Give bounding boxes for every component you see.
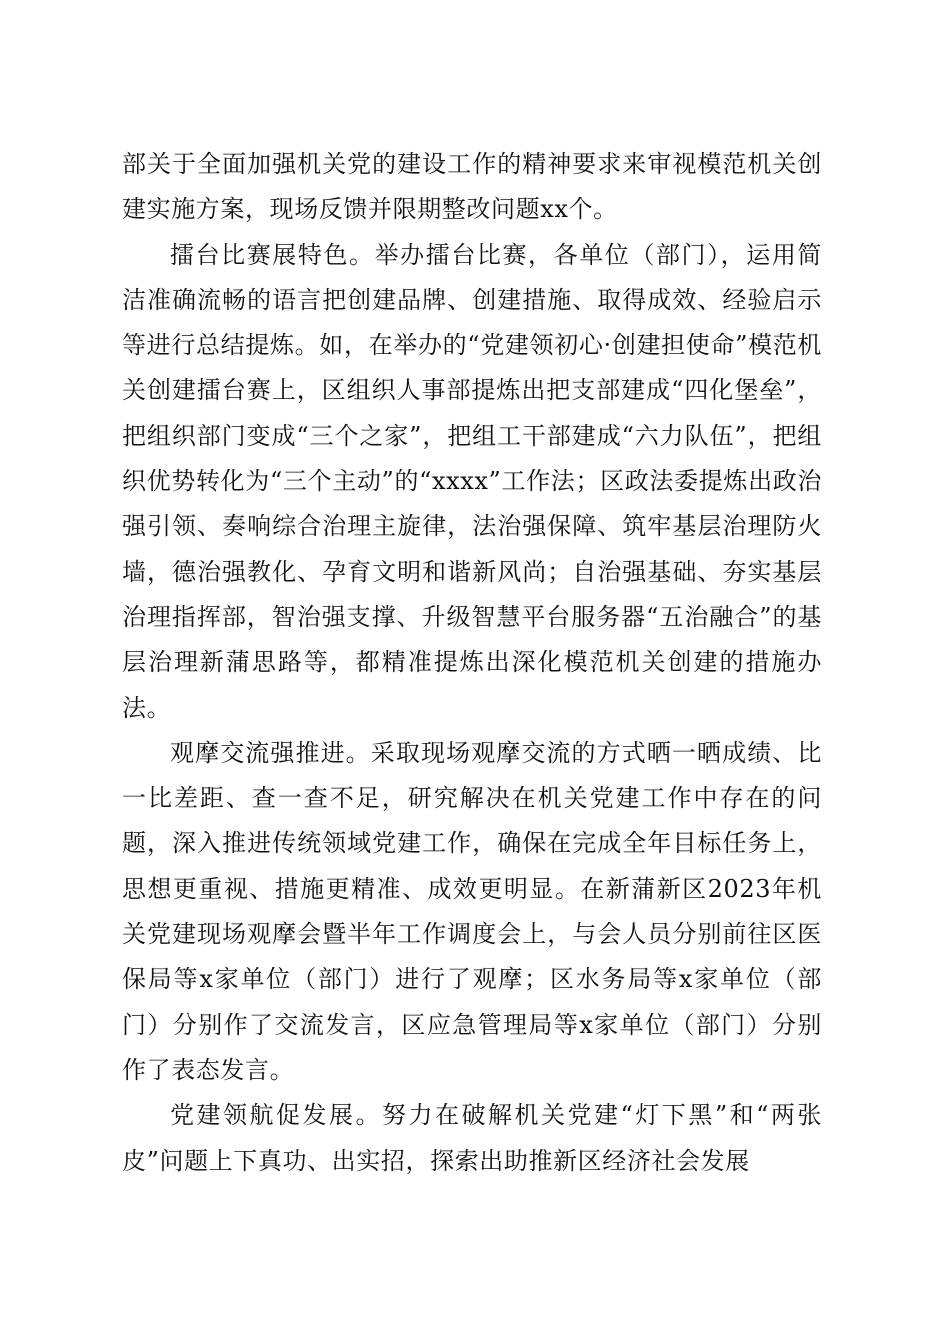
- paragraph-party-building-leads: 党建领航促发展。努力在破解机关党建“灯下黑”和“两张皮”问题上下真功、出实招，探索出助推新区经济社会发展: [122, 1101, 822, 1175]
- paragraph-observation-exchange: 观摩交流强推进。采取现场观摩交流的方式晒一晒成绩、比一比差距、查一查不足，研究解决在机关党建工作中存在的问题，深入推进传统领域党建工作，确保在完成全年目标任务上，思想更重视、措施更精准、成效更明显。在新蒲新区2023年机关党建现场观摩会暨半年工作调度会上，与会人员分别前往区医保局等x家单位（部门）进行了观摩；区水务局等x家单位（部门）分别作了交流发言，区应急管理局等x家单位（部门）分别作了表态发言。: [122, 738, 822, 1084]
- document-body: [122, 142, 822, 1184]
- paragraph-continuation: 部关于全面加强机关党的建设工作的精神要求来审视模范机关创建实施方案，现场反馈并限期整改问题xx个。: [122, 150, 822, 224]
- paragraph-arena-contest: 擂台比赛展特色。举办擂台比赛，各单位（部门），运用简洁准确流畅的语言把创建品牌、创建措施、取得成效、经验启示等进行总结提炼。如，在举办的“党建领初心·创建担使命”模范机关创建擂台赛上，区组织人事部提炼出把支部建成“四化堡垒”，把组织部门变成“三个之家”，把组工干部建成“六力队伍”，把组织优势转化为“三个主动”的“xxxx”工作法；区政法委提炼出政治强引领、奏响综合治理主旋律，法治强保障、筑牢基层治理防火墙，德治强教化、孕育文明和谐新风尚；自治强基础、夯实基层治理指挥部，智治强支撑、升级智慧平台服务器“五治融合”的基层治理新蒲思路等，都精准提炼出深化模范机关创建的措施办法。: [122, 240, 822, 722]
